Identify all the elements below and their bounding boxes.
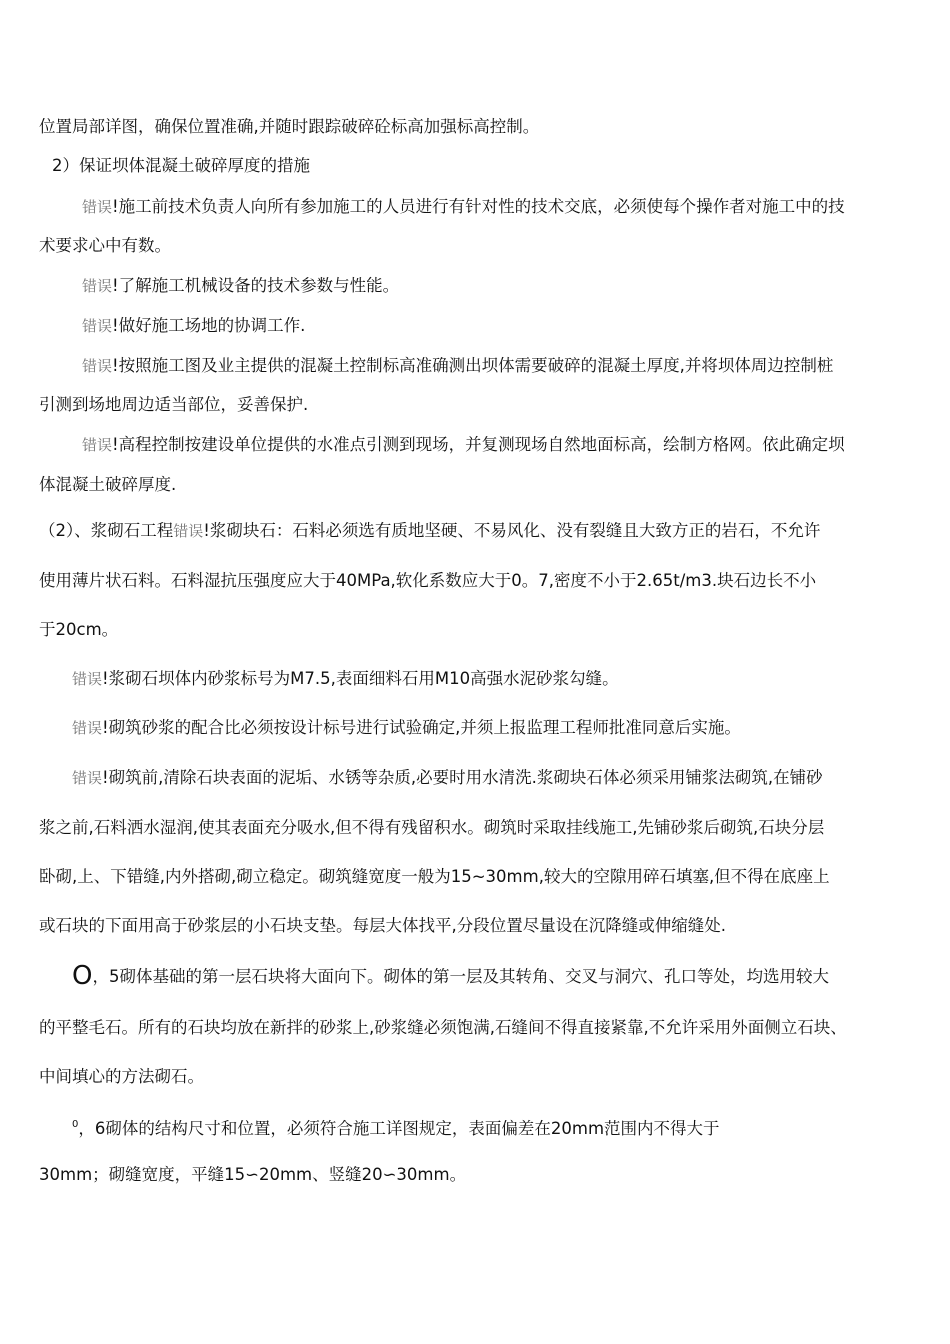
paragraph-line: 体混凝土破碎厚度. xyxy=(39,475,177,494)
paragraph-line: $^0$，6砌体的结构尺寸和位置，必须符合施工详图规定，表面偏差在20mm范围内不得大于 xyxy=(72,1119,720,1138)
paragraph-line: 错误!施工前技术负责人向所有参加施工的人员进行有针对性的技术交底，必须使每个操作者对施工中的技 xyxy=(82,197,845,216)
paragraph-line: 卧砌,上、下错缝,内外搭砌,砌立稳定。砌筑缝宽度一般为15~30mm,较大的空隙用碎石填塞,但不得在底座上 xyxy=(39,867,830,886)
paragraph-line: 错误!按照施工图及业主提供的混凝土控制标高准确测出坝体需要破碎的混凝土厚度,并将坝体周边控制桩 xyxy=(82,356,834,375)
text-line-1: 位置局部详图，确保位置准确,并随时跟踪破碎砼标高加强标高控制。 xyxy=(39,117,540,136)
error-marker: 错误 xyxy=(72,670,103,688)
error-marker: 错误 xyxy=(72,769,103,787)
paragraph-line: 的平整毛石。所有的石块均放在新拌的砂浆上,砂浆缝必须饱满,石缝间不得直接紧靠,不允许采用外面侧立石块、 xyxy=(39,1018,847,1037)
error-marker: 错误 xyxy=(82,317,113,335)
paragraph-line: 错误!做好施工场地的协调工作. xyxy=(82,316,306,335)
paragraph-line: 错误!砌筑砂浆的配合比必须按设计标号进行试验确定,并须上报监理工程师批准同意后实施。 xyxy=(72,718,741,737)
error-marker: 错误 xyxy=(82,436,113,454)
paragraph-line: 错误!了解施工机械设备的技术参数与性能。 xyxy=(82,276,400,295)
error-marker: 错误 xyxy=(72,719,103,737)
item-marker: O xyxy=(72,961,93,991)
section-heading-2: 2）保证坝体混凝土破碎厚度的措施 xyxy=(52,156,310,175)
paragraph-line: 于20cm。 xyxy=(39,620,119,639)
paragraph-line: 术要求心中有数。 xyxy=(39,236,171,255)
paragraph-line: 错误!高程控制按建设单位提供的水准点引测到现场，并复测现场自然地面标高，绘制方格网。依此确定坝 xyxy=(82,435,845,454)
error-marker: 错误 xyxy=(82,357,113,375)
item-marker: 0 xyxy=(72,1119,79,1130)
paragraph-line: 或石块的下面用高于砂浆层的小石块支垫。每层大体找平,分段位置尽量设在沉降缝或伸缩缝处. xyxy=(39,916,726,935)
error-marker: 错误 xyxy=(82,198,113,216)
paragraph-line: O，5砌体基础的第一层石块将大面向下。砌体的第一层及其转角、交叉与洞穴、孔口等处，均选用较大 xyxy=(72,961,829,991)
error-marker: 错误 xyxy=(82,277,113,295)
paragraph-line: 错误!浆砌石坝体内砂浆标号为M7.5,表面细料石用M10高强水泥砂浆勾缝。 xyxy=(72,669,619,688)
section-heading-masonry: （2）、浆砌石工程错误!浆砌块石：石料必须选有质地坚硬、不易风化、没有裂缝且大致方正的岩石，不允许 xyxy=(39,521,821,540)
paragraph-line: 中间填心的方法砌石。 xyxy=(39,1067,204,1086)
paragraph-line: 30mm；砌缝宽度，平缝15∽20mm、竖缝20∽30mm。 xyxy=(39,1165,467,1184)
paragraph-line: 引测到场地周边适当部位，妥善保护. xyxy=(39,395,309,414)
paragraph-line: 错误!砌筑前,清除石块表面的泥垢、水锈等杂质,必要时用水清洗.浆砌块石体必须采用铺浆法砌筑,在铺砂 xyxy=(72,768,823,787)
error-marker: 错误 xyxy=(173,522,204,540)
paragraph-line: 使用薄片状石料。石料湿抗压强度应大于40MPa,软化系数应大于0。7,密度不小于2.65t/m3.块石边长不小 xyxy=(39,571,817,590)
paragraph-line: 浆之前,石料洒水湿润,使其表面充分吸水,但不得有残留积水。砌筑时采取挂线施工,先铺砂浆后砌筑,石块分层 xyxy=(39,818,825,837)
